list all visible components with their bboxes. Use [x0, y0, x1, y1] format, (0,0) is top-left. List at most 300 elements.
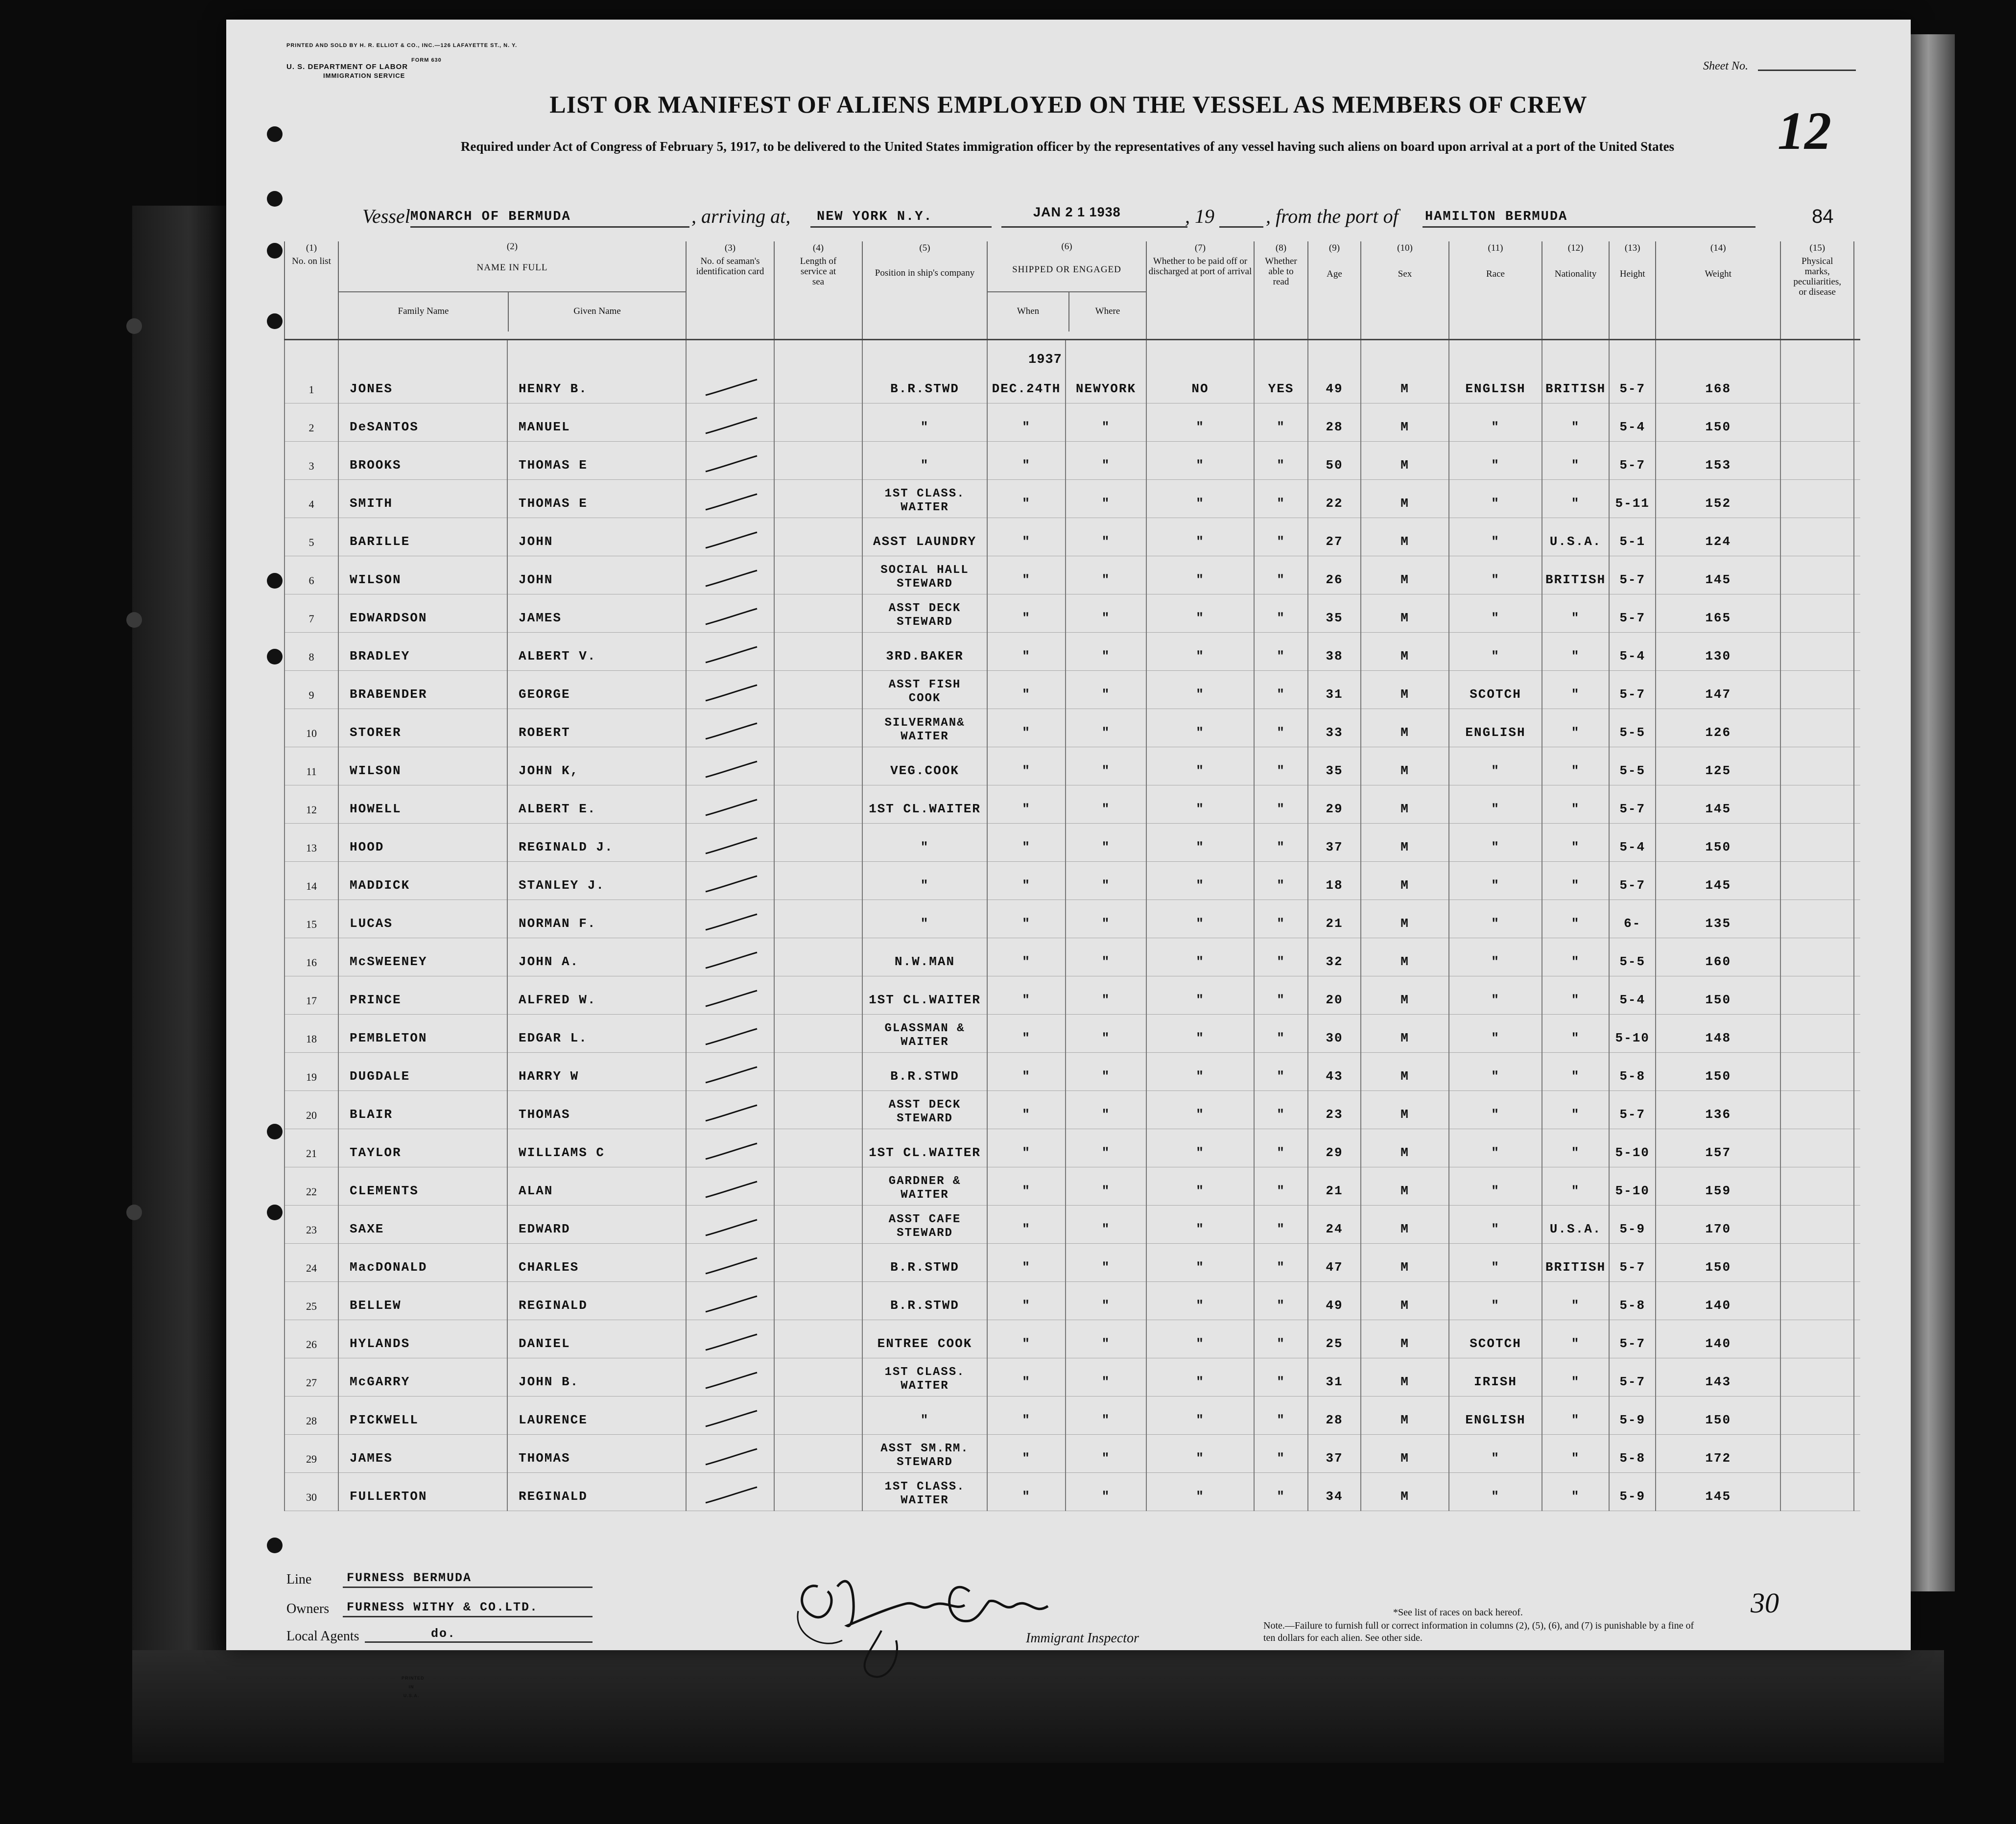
position-line: WAITER	[901, 1493, 949, 1507]
cell-no: 13	[285, 823, 338, 861]
cell-paid: "	[1146, 1396, 1254, 1434]
cell-position	[862, 938, 987, 976]
cell-read: "	[1254, 441, 1308, 479]
cell-blank	[1854, 1281, 1860, 1320]
cell-height: 5-7	[1609, 339, 1656, 403]
cell-weight: 150	[1656, 976, 1780, 1014]
cell-idcard	[686, 1472, 774, 1511]
cell-given: HENRY B.	[507, 339, 686, 403]
cell-no: 24	[285, 1243, 338, 1281]
cell-given: REGINALD	[507, 1472, 686, 1511]
position-line: 1ST CLASS.	[884, 1365, 965, 1379]
cell-given: JOHN	[507, 556, 686, 594]
cell-where: "	[1066, 1396, 1146, 1434]
cell-weight: 153	[1656, 441, 1780, 479]
table-row	[285, 861, 1860, 900]
cell-position	[862, 1358, 987, 1396]
cell-sex: M	[1361, 785, 1449, 823]
cell-nationality: BRITISH	[1542, 339, 1609, 403]
cell-no: 21	[285, 1129, 338, 1167]
cell-height: 5-10	[1609, 1129, 1656, 1167]
cell-idcard	[686, 785, 774, 823]
cell-length	[774, 1052, 862, 1090]
position-line: WAITER	[901, 500, 949, 514]
position-line: 3RD.BAKER	[886, 648, 964, 663]
cell-given: THOMAS E	[507, 479, 686, 518]
cell-when: "	[987, 441, 1066, 479]
cell-nationality: "	[1542, 1014, 1609, 1052]
cell-height: 5-8	[1609, 1434, 1656, 1472]
cell-nationality: "	[1542, 1320, 1609, 1358]
cell-age: 34	[1308, 1472, 1361, 1511]
position-line: 1ST CL.WAITER	[869, 1145, 981, 1160]
cell-read: "	[1254, 594, 1308, 632]
cell-sex: M	[1361, 1320, 1449, 1358]
agents-label: Local Agents	[286, 1629, 359, 1644]
cell-blank	[1854, 1014, 1860, 1052]
cell-race: "	[1449, 976, 1542, 1014]
cell-length	[774, 441, 862, 479]
printed-mark: PRINTED IN U.S.A.	[402, 1676, 425, 1698]
cell-age: 29	[1308, 785, 1361, 823]
cell-family: BLAIR	[338, 1090, 507, 1129]
cell-given: THOMAS E	[507, 441, 686, 479]
position-line: STEWARD	[897, 1226, 953, 1240]
crew-manifest-table	[284, 241, 1860, 1511]
cell-weight: 140	[1656, 1281, 1780, 1320]
position-line: "	[920, 877, 929, 893]
cell-family: WILSON	[338, 556, 507, 594]
cell-length	[774, 479, 862, 518]
cell-family: JAMES	[338, 1434, 507, 1472]
cell-nationality: "	[1542, 1358, 1609, 1396]
cell-blank	[1854, 823, 1860, 861]
table-row	[285, 479, 1860, 518]
cell-read: "	[1254, 518, 1308, 556]
cell-read: "	[1254, 556, 1308, 594]
cell-sex: M	[1361, 518, 1449, 556]
cell-sex: M	[1361, 1396, 1449, 1434]
cell-sex: M	[1361, 900, 1449, 938]
cell-position	[862, 594, 987, 632]
cell-race: "	[1449, 556, 1542, 594]
cell-where: NEWYORK	[1066, 339, 1146, 403]
cell-height: 5-5	[1609, 938, 1656, 976]
cell-sex: M	[1361, 403, 1449, 441]
cell-when: "	[987, 518, 1066, 556]
cell-read: "	[1254, 785, 1308, 823]
cell-paid: "	[1146, 441, 1254, 479]
cell-nationality: "	[1542, 976, 1609, 1014]
cell-length	[774, 594, 862, 632]
cell-read: "	[1254, 1396, 1308, 1434]
cell-paid: "	[1146, 403, 1254, 441]
cell-given: JOHN	[507, 518, 686, 556]
cell-idcard	[686, 861, 774, 900]
cell-no: 26	[285, 1320, 338, 1358]
cell-age: 26	[1308, 556, 1361, 594]
cell-age: 31	[1308, 670, 1361, 709]
cell-marks	[1780, 632, 1854, 670]
tick-mark-icon	[701, 1332, 759, 1352]
cell-length	[774, 861, 862, 900]
cell-paid: "	[1146, 1320, 1254, 1358]
cell-where: "	[1066, 938, 1146, 976]
cell-nationality: "	[1542, 861, 1609, 900]
position-line: "	[920, 419, 929, 434]
cell-paid: "	[1146, 1243, 1254, 1281]
tick-mark-icon	[701, 950, 759, 970]
cell-paid: "	[1146, 861, 1254, 900]
position-line: 1ST CL.WAITER	[869, 992, 981, 1007]
cell-read: "	[1254, 479, 1308, 518]
cell-when: "	[987, 900, 1066, 938]
cell-idcard	[686, 556, 774, 594]
cell-when: "	[987, 976, 1066, 1014]
cell-no: 12	[285, 785, 338, 823]
cell-given: MANUEL	[507, 403, 686, 441]
cell-weight: 150	[1656, 403, 1780, 441]
cell-no: 18	[285, 1014, 338, 1052]
cell-given: ALFRED W.	[507, 976, 686, 1014]
cell-idcard	[686, 976, 774, 1014]
cell-age: 50	[1308, 441, 1361, 479]
cell-no: 8	[285, 632, 338, 670]
cell-blank	[1854, 1396, 1860, 1434]
cell-blank	[1854, 1434, 1860, 1472]
cell-race: SCOTCH	[1449, 1320, 1542, 1358]
col-no: (1) No. on list	[285, 241, 338, 339]
cell-race: ENGLISH	[1449, 709, 1542, 747]
cell-family: JONES	[338, 339, 507, 403]
cell-marks	[1780, 823, 1854, 861]
col-paid-off: (7) Whether to be paid off or discharged at port of arrival	[1146, 241, 1254, 339]
cell-weight: 150	[1656, 1052, 1780, 1090]
cell-when: "	[987, 1014, 1066, 1052]
cell-length	[774, 976, 862, 1014]
cell-when: "	[987, 785, 1066, 823]
table-row	[285, 747, 1860, 785]
cell-race: "	[1449, 1167, 1542, 1205]
cell-idcard	[686, 479, 774, 518]
year-prefix: , 19	[1185, 205, 1214, 227]
cell-blank	[1854, 747, 1860, 785]
cell-where: "	[1066, 1434, 1146, 1472]
tick-mark-icon	[701, 1218, 759, 1237]
table-row	[285, 1052, 1860, 1090]
cell-read: "	[1254, 1434, 1308, 1472]
cell-no: 29	[285, 1434, 338, 1472]
tick-mark-icon	[701, 1485, 759, 1505]
cell-blank	[1854, 1052, 1860, 1090]
cell-marks	[1780, 518, 1854, 556]
total-count: 30	[1751, 1587, 1779, 1619]
cell-blank	[1854, 518, 1860, 556]
position-line: B.R.STWD	[890, 381, 959, 396]
cell-no: 28	[285, 1396, 338, 1434]
tick-mark-icon	[701, 989, 759, 1008]
cell-nationality: U.S.A.	[1542, 1205, 1609, 1243]
cell-race: "	[1449, 861, 1542, 900]
line-label: Line	[286, 1572, 312, 1587]
cell-blank	[1854, 1167, 1860, 1205]
cell-family: DeSANTOS	[338, 403, 507, 441]
cell-weight: 145	[1656, 785, 1780, 823]
cell-height: 5-10	[1609, 1167, 1656, 1205]
punch-hole	[267, 191, 283, 207]
tick-mark-icon	[701, 1409, 759, 1428]
cell-weight: 125	[1656, 747, 1780, 785]
cell-length	[774, 1090, 862, 1129]
cell-weight: 170	[1656, 1205, 1780, 1243]
cell-family: PEMBLETON	[338, 1014, 507, 1052]
cell-race: "	[1449, 823, 1542, 861]
table-header-row	[285, 241, 1860, 339]
cell-weight: 147	[1656, 670, 1780, 709]
vessel-name: MONARCH OF BERMUDA	[410, 210, 571, 224]
cell-paid: "	[1146, 479, 1254, 518]
position-line: STEWARD	[897, 1455, 953, 1469]
cell-where: "	[1066, 518, 1146, 556]
cell-paid: "	[1146, 1205, 1254, 1243]
cell-height: 5-7	[1609, 670, 1656, 709]
cell-when: "	[987, 479, 1066, 518]
cell-height: 5-4	[1609, 632, 1656, 670]
cell-no: 9	[285, 670, 338, 709]
cell-position	[862, 1129, 987, 1167]
cell-read: "	[1254, 1052, 1308, 1090]
position-line: ENTREE COOK	[877, 1336, 972, 1351]
cell-given: GEORGE	[507, 670, 686, 709]
cell-blank	[1854, 1358, 1860, 1396]
cell-read: "	[1254, 1167, 1308, 1205]
cell-idcard	[686, 670, 774, 709]
cell-race: "	[1449, 1090, 1542, 1129]
col-sex: (10) Sex	[1361, 241, 1449, 339]
col-id-card: (3) No. of seaman's identification card	[686, 241, 774, 339]
cell-no: 6	[285, 556, 338, 594]
cell-no: 14	[285, 861, 338, 900]
cell-blank	[1854, 670, 1860, 709]
position-line: "	[920, 916, 929, 931]
cell-length	[774, 1396, 862, 1434]
table-row	[285, 1243, 1860, 1281]
position-line: "	[920, 839, 929, 854]
cell-weight: 148	[1656, 1014, 1780, 1052]
table-row	[285, 1320, 1860, 1358]
cell-weight: 135	[1656, 900, 1780, 938]
cell-paid: "	[1146, 785, 1254, 823]
cell-marks	[1780, 441, 1854, 479]
cell-idcard	[686, 1396, 774, 1434]
table-row	[285, 1129, 1860, 1167]
position-line: ASST SM.RM.	[880, 1442, 969, 1455]
cell-age: 18	[1308, 861, 1361, 900]
cell-marks	[1780, 1472, 1854, 1511]
cell-read: "	[1254, 1358, 1308, 1396]
cell-length	[774, 1320, 862, 1358]
position-line: WAITER	[901, 1379, 949, 1393]
cell-height: 5-7	[1609, 594, 1656, 632]
cell-read: "	[1254, 403, 1308, 441]
cell-position	[862, 479, 987, 518]
cell-weight: 136	[1656, 1090, 1780, 1129]
cell-sex: M	[1361, 1281, 1449, 1320]
cell-sex: M	[1361, 632, 1449, 670]
cell-race: "	[1449, 1472, 1542, 1511]
cell-idcard	[686, 403, 774, 441]
cell-length	[774, 518, 862, 556]
cell-blank	[1854, 1090, 1860, 1129]
cell-race: "	[1449, 938, 1542, 976]
cell-weight: 157	[1656, 1129, 1780, 1167]
cell-weight: 145	[1656, 1472, 1780, 1511]
cell-given: LAURENCE	[507, 1396, 686, 1434]
cell-sex: M	[1361, 594, 1449, 632]
cell-position	[862, 1320, 987, 1358]
cell-when: "	[987, 1090, 1066, 1129]
col-position: (5) Position in ship's company	[862, 241, 987, 339]
cell-marks	[1780, 1243, 1854, 1281]
cell-position	[862, 747, 987, 785]
punch-hole	[267, 649, 283, 664]
cell-family: DUGDALE	[338, 1052, 507, 1090]
cell-when: "	[987, 938, 1066, 976]
cell-nationality: "	[1542, 1472, 1609, 1511]
cell-idcard	[686, 709, 774, 747]
cell-marks	[1780, 670, 1854, 709]
cell-race: "	[1449, 1434, 1542, 1472]
position-line: 1ST CLASS.	[884, 1480, 965, 1493]
col-physical-marks: (15) Physical marks, peculiarities, or disease	[1780, 241, 1854, 339]
position-line: N.W.MAN	[894, 954, 955, 969]
cell-height: 5-7	[1609, 1090, 1656, 1129]
cell-height: 5-9	[1609, 1205, 1656, 1243]
cell-height: 5-10	[1609, 1014, 1656, 1052]
tick-mark-icon	[701, 1371, 759, 1390]
cell-idcard	[686, 1205, 774, 1243]
cell-length	[774, 670, 862, 709]
cell-age: 38	[1308, 632, 1361, 670]
cell-read: "	[1254, 861, 1308, 900]
cell-when: "	[987, 1396, 1066, 1434]
cell-sex: M	[1361, 861, 1449, 900]
cell-nationality: "	[1542, 900, 1609, 938]
cell-age: 24	[1308, 1205, 1361, 1243]
cell-blank	[1854, 709, 1860, 747]
arriving-port: NEW YORK N.Y.	[817, 210, 933, 224]
cell-given: ROBERT	[507, 709, 686, 747]
cell-no: 23	[285, 1205, 338, 1243]
cell-given: JAMES	[507, 594, 686, 632]
cell-when: "	[987, 556, 1066, 594]
cell-age: 29	[1308, 1129, 1361, 1167]
cell-marks	[1780, 1090, 1854, 1129]
cell-marks	[1780, 403, 1854, 441]
cell-length	[774, 785, 862, 823]
cell-age: 22	[1308, 479, 1361, 518]
cell-when: "	[987, 1129, 1066, 1167]
cell-position	[862, 403, 987, 441]
cell-length	[774, 900, 862, 938]
cell-where: "	[1066, 747, 1146, 785]
cell-position	[862, 670, 987, 709]
tick-mark-icon	[701, 1065, 759, 1085]
position-line: ASST FISH	[888, 678, 961, 691]
cell-sex: M	[1361, 1243, 1449, 1281]
cell-family: EDWARDSON	[338, 594, 507, 632]
cell-age: 43	[1308, 1052, 1361, 1090]
cell-race: "	[1449, 785, 1542, 823]
cell-length	[774, 938, 862, 976]
punch-hole	[126, 1205, 142, 1220]
tick-mark-icon	[701, 530, 759, 550]
position-line: STEWARD	[897, 615, 953, 629]
cell-marks	[1780, 1205, 1854, 1243]
cell-nationality: "	[1542, 1396, 1609, 1434]
cell-idcard	[686, 1014, 774, 1052]
cell-given: JOHN B.	[507, 1358, 686, 1396]
cell-race: "	[1449, 747, 1542, 785]
cell-race: "	[1449, 1281, 1542, 1320]
cell-race: "	[1449, 1052, 1542, 1090]
cell-no: 15	[285, 900, 338, 938]
cell-length	[774, 747, 862, 785]
cell-length	[774, 1167, 862, 1205]
cell-family: McGARRY	[338, 1358, 507, 1396]
table-row	[285, 1434, 1860, 1472]
cell-marks	[1780, 1281, 1854, 1320]
cell-no: 30	[285, 1472, 338, 1511]
cell-nationality: "	[1542, 441, 1609, 479]
cell-position	[862, 1052, 987, 1090]
cell-family: BROOKS	[338, 441, 507, 479]
tick-mark-icon	[701, 607, 759, 626]
cell-when: "	[987, 1358, 1066, 1396]
cell-marks	[1780, 1052, 1854, 1090]
cell-sex: M	[1361, 747, 1449, 785]
cell-nationality: "	[1542, 747, 1609, 785]
cell-race: "	[1449, 1129, 1542, 1167]
cell-nationality: "	[1542, 594, 1609, 632]
cell-height: 5-4	[1609, 823, 1656, 861]
cell-blank	[1854, 479, 1860, 518]
cell-weight: 126	[1656, 709, 1780, 747]
cell-idcard	[686, 518, 774, 556]
punch-hole	[267, 1538, 283, 1553]
cell-where: "	[1066, 403, 1146, 441]
cell-when: "	[987, 1052, 1066, 1090]
position-line: B.R.STWD	[890, 1298, 959, 1313]
inspector-label: Immigrant Inspector	[1026, 1631, 1139, 1646]
vessel-label: Vessel	[362, 205, 410, 227]
position-line: ASST LAUNDRY	[873, 534, 977, 549]
cell-where: "	[1066, 441, 1146, 479]
page-subtitle: Required under Act of Congress of February 5, 1917, to be delivered to the United States immigration officer by the representatives of any vessel having such aliens on board upon arrival at a port of the United States	[460, 139, 1675, 154]
cell-height: 5-7	[1609, 861, 1656, 900]
cell-blank	[1854, 441, 1860, 479]
cell-idcard	[686, 339, 774, 403]
cell-where: "	[1066, 823, 1146, 861]
cell-when: "	[987, 1472, 1066, 1511]
position-line: 1ST CL.WAITER	[869, 801, 981, 816]
cell-given: CHARLES	[507, 1243, 686, 1281]
cell-weight: 150	[1656, 1396, 1780, 1434]
cell-blank	[1854, 785, 1860, 823]
cell-age: 21	[1308, 1167, 1361, 1205]
cell-paid: "	[1146, 938, 1254, 976]
cell-given: THOMAS	[507, 1090, 686, 1129]
